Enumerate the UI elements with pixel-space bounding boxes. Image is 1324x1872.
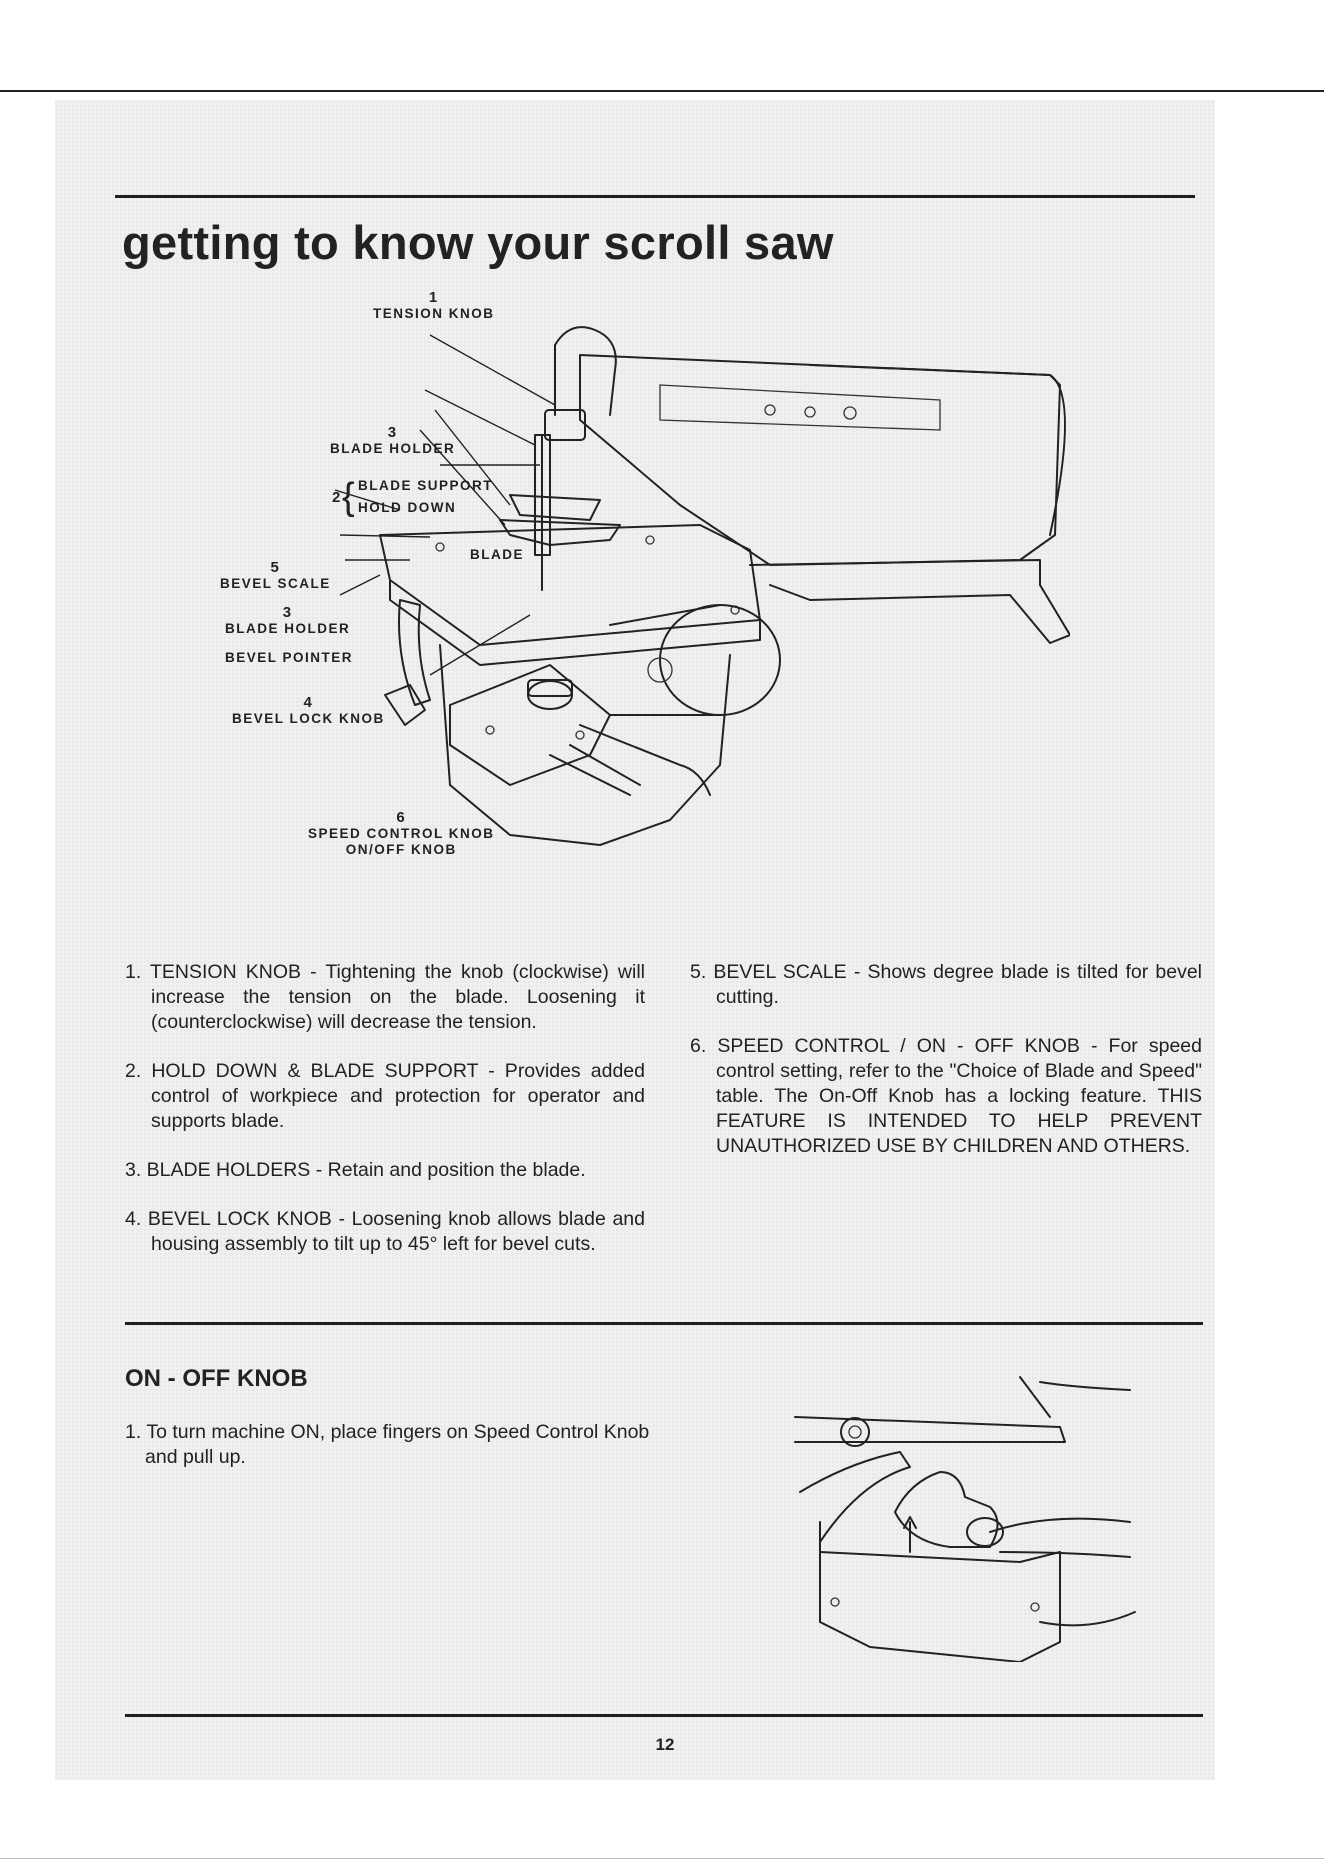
section-rule <box>125 1322 1203 1325</box>
onoff-section-heading: ON - OFF KNOB <box>125 1365 308 1392</box>
description-blade-holders: 3. BLADE HOLDERS - Retain and position the blade. <box>125 1159 586 1181</box>
callout-lower-blade-holder: 3 BLADE HOLDER <box>225 604 351 636</box>
arm-screw-3 <box>844 407 856 419</box>
table-corner <box>1020 1377 1130 1417</box>
table-underside <box>795 1417 1065 1442</box>
blade-support <box>510 495 600 520</box>
tension-knob-loop <box>555 327 616 415</box>
description-hold-down-blade-support: 2. HOLD DOWN & BLADE SUPPORT - Provides added control of workpiece and protection for operator and supports blade. <box>125 1060 645 1132</box>
switch-box-top <box>820 1552 1060 1562</box>
hand-pulling-knob-drawing <box>790 1372 1140 1662</box>
description-bevel-lock-knob: 4. BEVEL LOCK KNOB - Loosening knob allows blade and housing assembly to tilt up to 45° left for bevel cuts. <box>125 1208 645 1255</box>
page-number: 12 <box>655 1735 675 1754</box>
saw-upper-arm <box>580 355 1060 565</box>
page-bottom-border <box>0 1858 1324 1859</box>
callout-blade-support-hold-down: { 2 BLADE SUPPORT HOLD DOWN <box>332 476 494 518</box>
leader-speed-control <box>430 615 530 675</box>
callout-bevel-lock-knob: 4 BEVEL LOCK KNOB <box>232 694 385 726</box>
description-speed-control: 6. SPEED CONTROL / ON - OFF KNOB - For speed control setting, refer to the "Choice of Blade and Speed" table. The On-Off Knob has a locking feature. THIS FEATURE IS INTENDED TO HELP PREVENT UNAUTHORIZED USE BY CHILDREN AND OTHERS. <box>690 1035 1202 1157</box>
arm-slot <box>660 385 940 430</box>
footer-rule <box>125 1714 1203 1717</box>
descriptions-right-column <box>690 960 1202 1183</box>
callout-upper-blade-holder: 3 BLADE HOLDER <box>330 424 456 456</box>
onoff-step-1: 1. To turn machine ON, place fingers on Speed Control Knob and pull up. <box>125 1421 650 1468</box>
switch-base <box>820 1522 1060 1662</box>
power-cord <box>1040 1612 1135 1625</box>
motor-body <box>610 605 720 715</box>
arm-screw-2 <box>805 407 815 417</box>
arm-screw-1 <box>765 405 775 415</box>
leader-bevel-lock-knob <box>340 575 380 595</box>
frame-arm <box>800 1452 910 1542</box>
hold-down-foot <box>500 520 620 545</box>
bevel-lock-knob <box>385 685 425 725</box>
scroll-saw-illustration <box>250 325 1070 885</box>
title-rule <box>115 195 1195 198</box>
motor-housing <box>660 605 780 715</box>
leader-lower-blade-holder <box>340 535 430 537</box>
callout-bevel-pointer: BEVEL POINTER <box>225 650 354 665</box>
arm-back-housing <box>810 365 1065 535</box>
saw-base-rear <box>750 560 1070 643</box>
callout-blade: BLADE <box>470 547 524 562</box>
callout-bevel-scale: 5 BEVEL SCALE <box>220 559 331 591</box>
switch-box <box>450 665 610 785</box>
page-top-border <box>0 90 1324 92</box>
speed-control-knob <box>967 1518 1003 1546</box>
table-edge <box>390 580 760 665</box>
leader-tension-knob <box>430 335 555 405</box>
description-bevel-scale: 5. BEVEL SCALE - Shows degree blade is tilted for bevel cutting. <box>690 961 1202 1008</box>
page-title: getting to know your scroll saw <box>122 216 834 269</box>
callout-speed-control-knob: 6 SPEED CONTROL KNOB ON/OFF KNOB <box>308 809 495 857</box>
onoff-knob-illustration <box>790 1372 1140 1662</box>
bevel-scale <box>399 600 430 705</box>
descriptions-left-column <box>125 960 645 1281</box>
callout-tension-knob: 1 TENSION KNOB <box>373 289 495 321</box>
description-tension-knob: 1. TENSION KNOB - Tightening the knob (clockwise) will increase the tension on the blade. Loosening it (counterclockwise) will decrease the tension. <box>125 961 645 1033</box>
power-cord-1 <box>550 745 640 795</box>
scroll-saw-diagram <box>220 289 1070 885</box>
